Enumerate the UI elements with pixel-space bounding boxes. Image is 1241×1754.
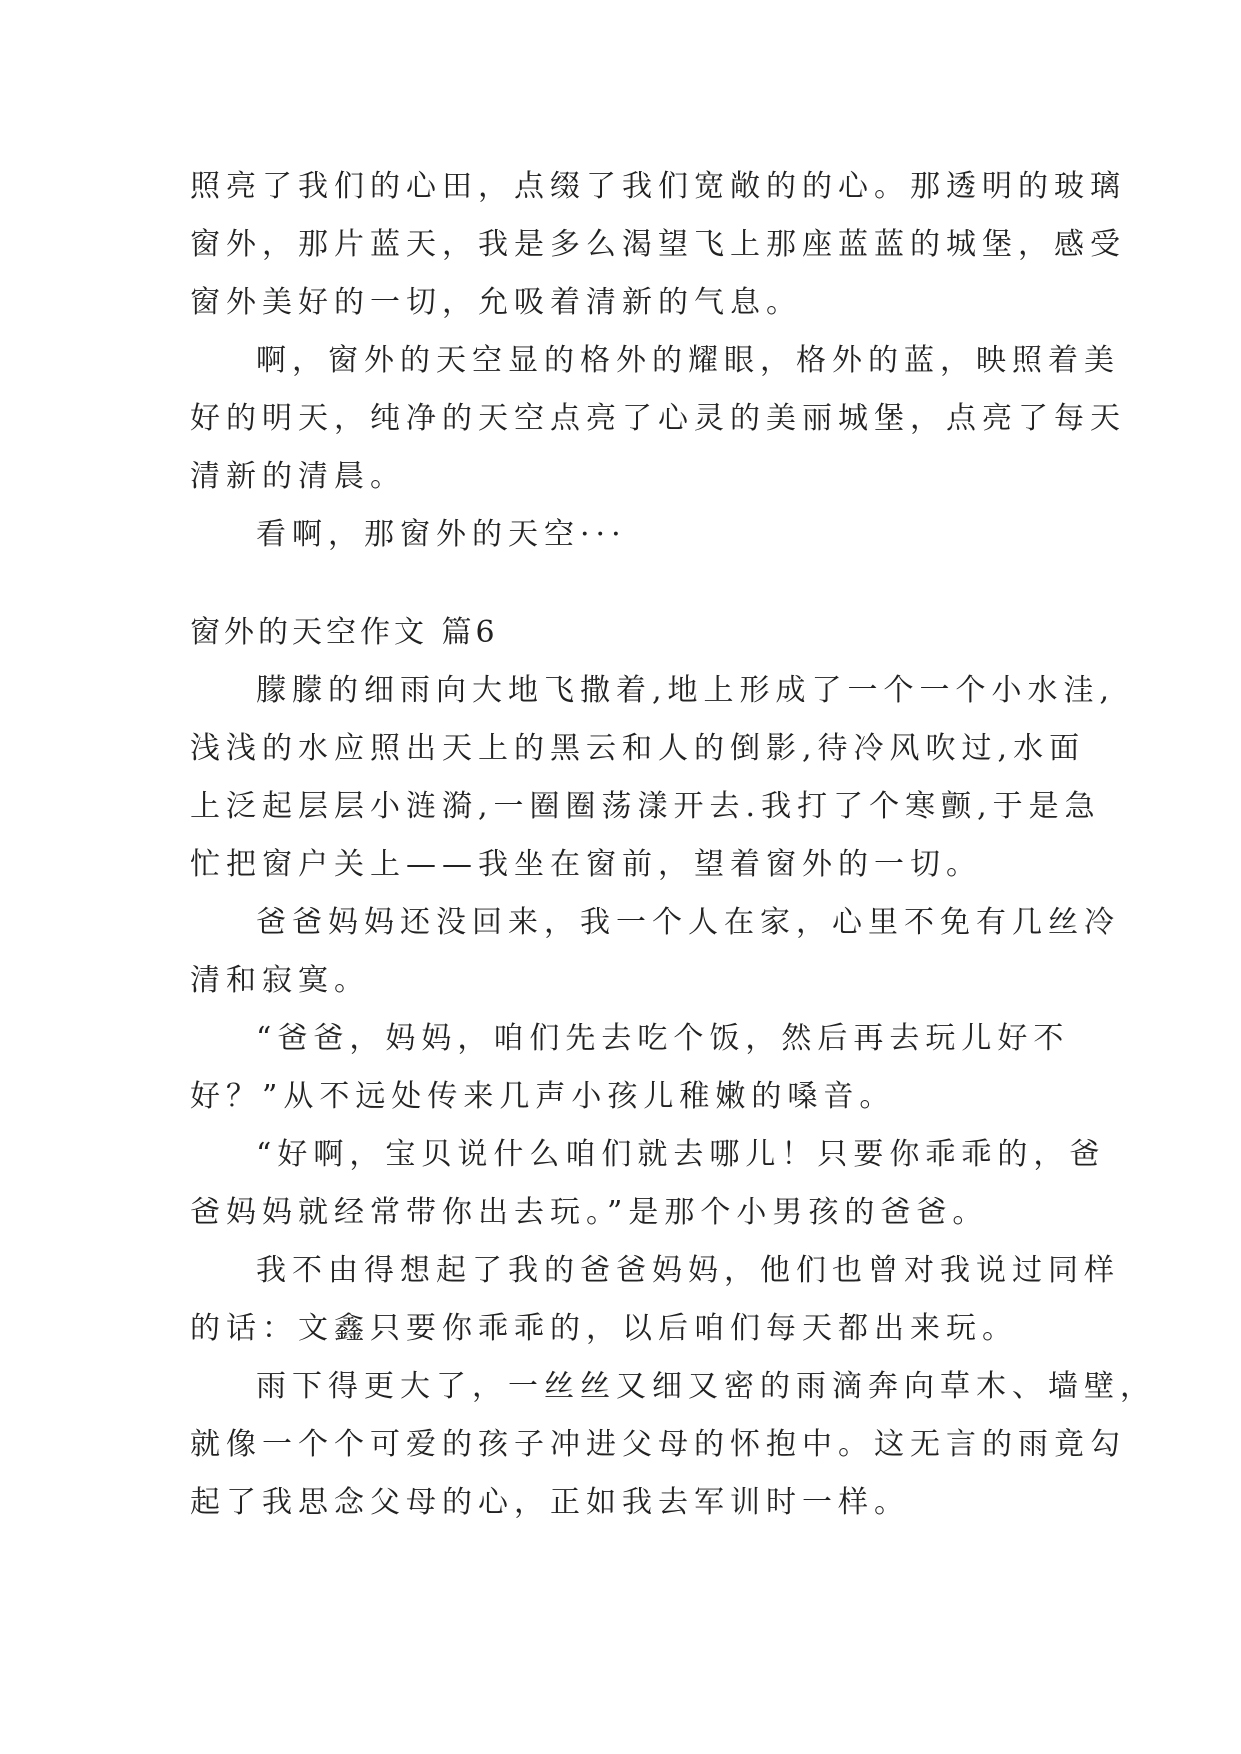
text-line: 我不由得想起了我的爸爸妈妈，他们也曾对我说过同样 — [256, 1253, 1120, 1288]
text-line: 窗外，那片蓝天，我是多么渴望飞上那座蓝蓝的城堡，感受 — [190, 227, 1126, 262]
text-line: 看啊，那窗外的天空··· — [256, 517, 627, 552]
text-line: 好的明天，纯净的天空点亮了心灵的美丽城堡，点亮了每天 — [190, 401, 1126, 436]
text-line: 照亮了我们的心田，点缀了我们宽敞的的心。那透明的玻璃 — [190, 169, 1126, 204]
text-line: 爸妈妈就经常带你出去玩。”是那个小男孩的爸爸。 — [190, 1195, 989, 1230]
text-line: 忙把窗户关上——我坐在窗前，望着窗外的一切。 — [190, 847, 982, 882]
text-line: 好？”从不远处传来几声小孩儿稚嫩的嗓音。 — [190, 1079, 896, 1114]
text-line: 就像一个个可爱的孩子冲进父母的怀抱中。这无言的雨竟勾 — [190, 1427, 1126, 1462]
text-line: 窗外美好的一切，允吸着清新的气息。 — [190, 285, 802, 320]
text-line: 爸爸妈妈还没回来，我一个人在家，心里不免有几丝冷 — [256, 905, 1120, 940]
text-line: 雨下得更大了，一丝丝又细又密的雨滴奔向草木、墙壁， — [256, 1369, 1156, 1404]
text-line: 起了我思念父母的心，正如我去军训时一样。 — [190, 1485, 910, 1520]
text-line: 朦朦的细雨向大地飞撒着,地上形成了一个一个小水洼, — [256, 673, 1116, 708]
text-line: 的话：文鑫只要你乖乖的，以后咱们每天都出来玩。 — [190, 1311, 1018, 1346]
text-line: 上泛起层层小涟漪,一圈圈荡漾开去.我打了个寒颤,于是急 — [190, 789, 1101, 824]
text-line: 啊，窗外的天空显的格外的耀眼，格外的蓝，映照着美 — [256, 343, 1120, 378]
text-line: “爸爸，妈妈，咱们先去吃个饭，然后再去玩儿好不 — [256, 1021, 1070, 1056]
section-heading: 窗外的天空作文 篇6 — [190, 615, 499, 650]
text-line: “好啊，宝贝说什么咱们就去哪儿！只要你乖乖的，爸 — [256, 1137, 1106, 1172]
text-line: 清和寂寞。 — [190, 963, 370, 998]
document-page — [190, 158, 1156, 1532]
text-line: 清新的清晨。 — [190, 459, 406, 494]
text-line: 浅浅的水应照出天上的黑云和人的倒影,待冷风吹过,水面 — [190, 731, 1086, 766]
